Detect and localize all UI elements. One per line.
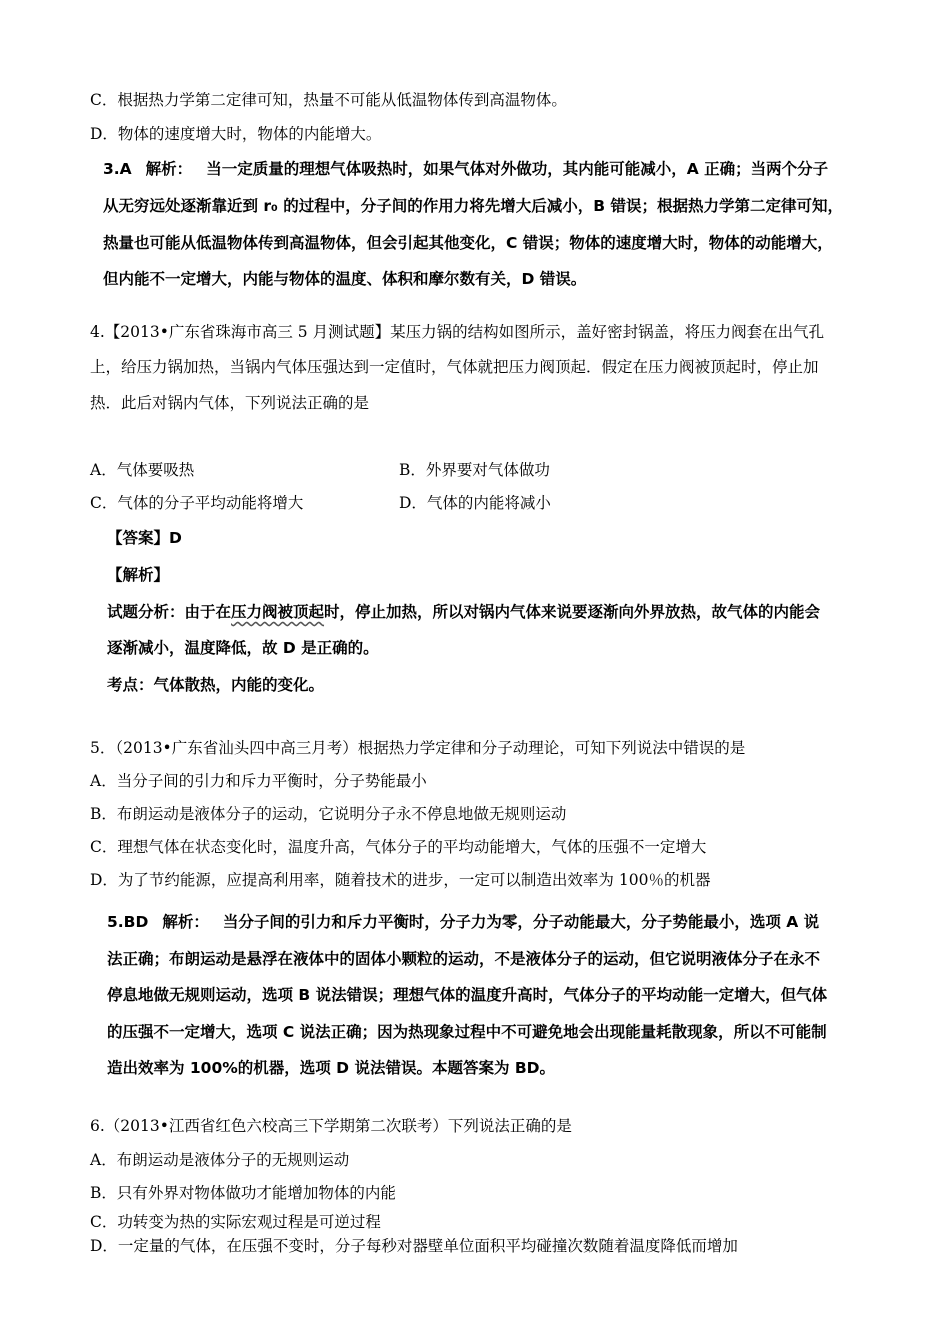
q5-analysis-text1: 当分子间的引力和斥力平衡时，分子力为零，分子动能最大，分子势能最小，选项 A 说: [222, 913, 820, 931]
q5-stem: 5．（2013•广东省汕头四中高三月考）根据热力学定律和分子动理论，可知下列说法中错误的是: [90, 739, 746, 757]
q4-analysis-post: 时，停止加热，所以对锅内气体来说要逐渐向外界放热，故气体的内能会: [324, 603, 821, 621]
q6-option-c: C．功转变为热的实际宏观过程是可逆过程: [90, 1213, 381, 1231]
q6-option-d: D．一定量的气体，在压强不变时，分子每秒对器壁单位面积平均碰撞次数随着温度降低而增加: [90, 1237, 738, 1255]
q4-analysis-line1: [107, 602, 820, 622]
q5-option-b: B．布朗运动是液体分子的运动，它说明分子永不停息地做无规则运动: [90, 805, 567, 823]
q4-option-b: B．外界要对气体做功: [399, 461, 550, 479]
q5-option-a: A．当分子间的引力和斥力平衡时，分子势能最小: [90, 772, 427, 790]
q4-stem-line3: 热．此后对锅内气体，下列说法正确的是: [90, 394, 370, 412]
q3-analysis-line4: 但内能不一定增大，内能与物体的温度、体积和摩尔数有关，D 错误。: [103, 270, 587, 288]
q6-option-a: A．布朗运动是液体分子的无规则运动: [90, 1151, 350, 1169]
q4-analysis-pre: 试题分析：由于在: [107, 603, 232, 621]
q4-option-a: A．气体要吸热: [90, 461, 195, 479]
q4-stem-line1: 4.【2013•广东省珠海市高三 5 月测试题】某压力锅的结构如图所示，盖好密封锅盖，将压力阀套在出气孔: [90, 323, 825, 341]
q4-answer: 【答案】D: [107, 529, 182, 547]
q4-analysis-line2: 逐渐减小，温度降低，故 D 是正确的。: [107, 639, 379, 657]
q3-analysis-line2: 从无穷远处逐渐靠近到 r₀ 的过程中，分子间的作用力将先增大后减小，B 错误；根据热力学第二定律可知，: [103, 197, 843, 215]
q5-analysis-tag: 解析：: [162, 913, 209, 931]
q4-kaodian: 考点：气体散热，内能的变化。: [107, 676, 325, 694]
q4-analysis-wavy: 压力阀被顶起: [231, 603, 325, 621]
q3-analysis-line1: [103, 159, 828, 179]
q6-option-b: B．只有外界对物体做功才能增加物体的内能: [90, 1184, 396, 1202]
q5-analysis-line3: 停息地做无规则运动，选项 B 说法错误；理想气体的温度升高时，气体分子的平均动能一定增大，但气体: [107, 986, 828, 1004]
q4-analysis-header: 【解析】: [107, 566, 170, 584]
q5-answer-tag: 5.BD: [107, 913, 149, 931]
q6-stem: 6.（2013•江西省红色六校高三下学期第二次联考）下列说法正确的是: [90, 1117, 572, 1135]
q5-analysis-line4: 的压强不一定增大，选项 C 说法正确；因为热现象过程中不可避免地会出现能量耗散现象，所以不可能制: [107, 1023, 827, 1041]
q3-option-c: C．根据热力学第二定律可知，热量不可能从低温物体传到高温物体。: [90, 91, 567, 109]
q3-answer-tag: 3.A: [103, 160, 132, 178]
q3-analysis-tag: 解析：: [145, 160, 193, 178]
q4-option-d: D．气体的内能将减小: [399, 494, 551, 512]
q5-option-d: D．为了节约能源，应提高利用率，随着技术的进步，一定可以制造出效率为 100％的机器: [90, 871, 711, 889]
q3-option-d: D．物体的速度增大时，物体的内能增大。: [90, 125, 382, 143]
q3-analysis-text1: 当一定质量的理想气体吸热时，如果气体对外做功，其内能可能减小，A 正确；当两个分子: [206, 160, 829, 178]
q5-option-c: C．理想气体在状态变化时，温度升高，气体分子的平均动能增大，气体的压强不一定增大: [90, 838, 707, 856]
q3-analysis-line3: 热量也可能从低温物体传到高温物体，但会引起其他变化，C 错误；物体的速度增大时，物体的动能增大，: [103, 234, 833, 252]
q5-analysis-line5: 造出效率为 100%的机器，选项 D 说法错误。本题答案为 BD。: [107, 1059, 556, 1077]
q4-option-c: C．气体的分子平均动能将增大: [90, 494, 304, 512]
q5-analysis-line2: 法正确；布朗运动是悬浮在液体中的固体小颗粒的运动，不是液体分子的运动，但它说明液体分子在永不: [107, 950, 821, 968]
q4-stem-line2: 上，给压力锅加热，当锅内气体压强达到一定值时，气体就把压力阀顶起．假定在压力阀被顶起时，停止加: [90, 358, 819, 376]
q5-analysis-line1: [107, 912, 819, 932]
